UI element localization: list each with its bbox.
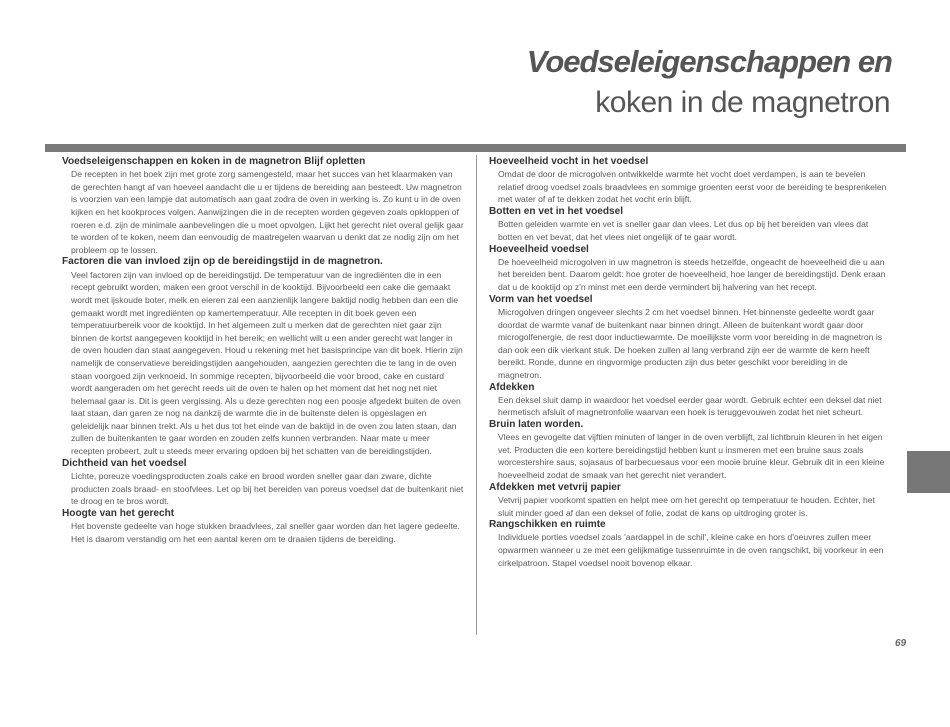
section-heading: Factoren die van invloed zijn op de bereidingstijd in de magnetron. bbox=[62, 256, 383, 268]
section-right-7 bbox=[489, 519, 889, 569]
section-right-4 bbox=[489, 382, 889, 419]
section-body: Vlees en gevogelte dat vijftien minuten of langer in de oven verblijft, zal lichtbruin kleuren in het eigen vet. Producten die een kortere bereidingstijd hebben kunt u insmeren met een bruine saus zoals worcestershire saus, sojasaus of barbecuesaus voor een mooie bruine kleur. Gebruik dit in een kleine hoeveelheid zodat de smaak van het gerecht niet verandert. bbox=[498, 432, 885, 481]
section-right-5 bbox=[489, 419, 889, 482]
page-title-line1: Voedseleigenschappen en bbox=[526, 44, 892, 79]
section-body: Omdat de door de microgolven ontwikkelde warmte het vocht doet verdampen, is aan te bevelen relatief droog voedsel zoals braadvlees en sommige groenten eerst voor de bereiding te besprenkelen met water of af te dekken zodat het vocht erin blijft. bbox=[498, 169, 887, 205]
section-body: Vetvrij papier voorkomt spatten en helpt mee om het gerecht op temperatuur te houden. Echter, het sluit minder goed af dan een deksel of folie, zodat de kans op uitdroging groter is. bbox=[498, 494, 875, 518]
section-left-3 bbox=[62, 508, 464, 545]
section-heading: Afdekken bbox=[489, 381, 535, 393]
section-body: Microgolven dringen ongeveer slechts 2 cm het voedsel binnen. Het binnenste gedeelte wordt gaar doordat de warmte vanaf de buitenkant naar binnen dringt. Alleen de buitenkant wordt gaar door microgolfenergie, de rest door inductiewarmte. De moeilijkste vorm voor bereiding in de magnetron is dan ook een dik vierkant stuk. De hoeken zullen al lang verbrand zijn eer de warmte de kern heeft bereikt. Ronde, dunne en ringvormige producten zijn dus beter geschikt voor bereiding in de magnetron. bbox=[498, 306, 883, 380]
section-heading: Dichtheid van het voedsel bbox=[62, 457, 187, 469]
section-heading: Rangschikken en ruimte bbox=[489, 519, 606, 531]
section-right-1 bbox=[489, 206, 889, 243]
section-body: De recepten in het boek zijn met grote zorg samengesteld, maar het succes van het klaarmaken van de gerechten hangt af van hoeveel aandacht die u er tijdens de bereiding aan besteedt. Uw magnetron is voorzien van een lampje dat automatisch aan gaat zodra de oven in werking is. Zo kunt u in de oven kijken en het kookproces volgen. Aanwijzingen die in de recepten worden gegeven zoals opkloppen of roeren e.d. zijn de minimale aanbevelingen die u moet opvolgen. Lijkt het gerecht niet overal gelijk gaar te worden of te koken, neem dan eenvoudig de maatregelen waarvan u denkt dat ze nodig zijn om het probleem op te lossen. bbox=[71, 169, 464, 255]
section-heading: Voedseleigenschappen en koken in de magnetron Blijf opletten bbox=[62, 156, 366, 167]
header-rule bbox=[45, 144, 906, 152]
section-body: Veel factoren zijn van invloed op de bereidingstijd. De temperatuur van de ingrediënten die in een recept gebruikt worden, maken een groot verschil in de kooktijd. Bijvoorbeeld een cake die gemaakt wordt met ijskoude boter, melk en eieren zal een aanzienlijk langere baktijd nodig hebben dan een die gemaakt wordt met ingrediënten op kamertemperatuur. Alle recepten in dit boek geven een temperatuurbereik voor de kooktijd. In het algemeen zult u merken dat de gerechten niet gaar zijn binnen de kortst aangegeven kooktijd in het bereik; en wellicht wilt u een ander gerecht wat langer in de oven houden dan staat aangegeven. Houd u rekening met het basisprincipe van dit boek. Hierin zijn namelijk de conservatieve bereidingstijden aangehouden, aangezien gerechten die te lang in de oven staan voorgoed zijn verknoeid. In sommige recepten, bijvoorbeeld die voor brood, cake en custard wordt aangeraden om het gerecht reeds uit de oven te halen op het moment dat het nog net niet helemaal gaar is. Dit is geen vergissing. Als u deze gerechten nog een poosje afgedekt buiten de oven laat staan, dan garen ze nog na dankzij de warmte die in de buitenste delen is opgeslagen en geleidelijk naar binnen trekt. Als u het dus tot het einde van de baktijd in de oven zou laten staan, dan zullen de buitenkanten te gaar worden en zouden zelfs kunnen verbranden. Naar mate u meer recepten probeert, zult u steeds meer ervaring opdoen bij het schatten van de bereidingstijden. bbox=[71, 269, 463, 457]
section-right-3 bbox=[489, 294, 889, 382]
section-heading: Afdekken met vetvrij papier bbox=[489, 481, 621, 493]
section-heading: Vorm van het voedsel bbox=[489, 293, 593, 305]
section-body: Een deksel sluit damp in waardoor het voedsel eerder gaar wordt. Gebruik echter een deksel dat niet hermetisch afsluit of magnetronfolie waarvan een hoek is teruggevouwen zodat het niet scheurt. bbox=[498, 394, 882, 418]
column-divider bbox=[476, 155, 477, 635]
chapter-tab bbox=[907, 451, 950, 493]
section-left-1 bbox=[62, 256, 464, 457]
section-right-6 bbox=[489, 482, 889, 519]
left-column bbox=[62, 156, 464, 545]
section-body: Botten geleiden warmte en vet is sneller gaar dan vlees. Let dus op bij het bereiden van vlees dat botten en vet bevat, dat het vlees niet ongelijk of te gaar wordt. bbox=[498, 219, 869, 242]
section-left-2 bbox=[62, 458, 464, 508]
section-right-2 bbox=[489, 244, 889, 294]
section-left-0 bbox=[62, 156, 464, 256]
right-column bbox=[489, 156, 889, 569]
section-heading: Hoeveelheid voedsel bbox=[489, 243, 589, 255]
section-heading: Hoeveelheid vocht in het voedsel bbox=[489, 156, 649, 167]
section-right-0 bbox=[489, 156, 889, 206]
section-body: Lichte, poreuze voedingsproducten zoals cake en brood worden sneller gaar dan zware, dichte producten zoals braad- en stoofvlees. Let op bij het bereiden van poreus voedsel dat de buitenkant niet te droog en te bros wordt. bbox=[71, 470, 464, 507]
page-title-line2: koken in de magnetron bbox=[595, 86, 890, 119]
section-body: De hoeveelheid microgolven in uw magnetron is steeds hetzelfde, ongeacht de hoeveelheid die u aan het bereiden bent. Daarom geldt: hoe groter de hoeveelheid, hoe langer de bereidingstijd. Denk eraan dat u de kooktijd op z'n minst met een derde vermindert bij halvering van het recept. bbox=[498, 256, 886, 293]
page-number: 69 bbox=[895, 638, 907, 649]
section-heading: Bruin laten worden. bbox=[489, 418, 584, 430]
section-heading: Botten en vet in het voedsel bbox=[489, 206, 624, 218]
section-heading: Hoogte van het gerecht bbox=[62, 507, 175, 519]
section-body: Het bovenste gedeelte van hoge stukken braadvlees, zal sneller gaar worden dan het lagere gedeelte. Het is daarom verstandig om het een aantal keren om te draaien tijdens de bereiding. bbox=[71, 521, 460, 544]
section-body: Individuele porties voedsel zoals 'aardappel in de schil', kleine cake en hors d'oeuvres zullen meer opwarmen wanneer u ze met een gelijkmatige tussenruimte in de oven rangschikt, bij voorkeur in een cirkelpatroon. Stapel voedsel nooit bovenop elkaar. bbox=[498, 532, 884, 568]
